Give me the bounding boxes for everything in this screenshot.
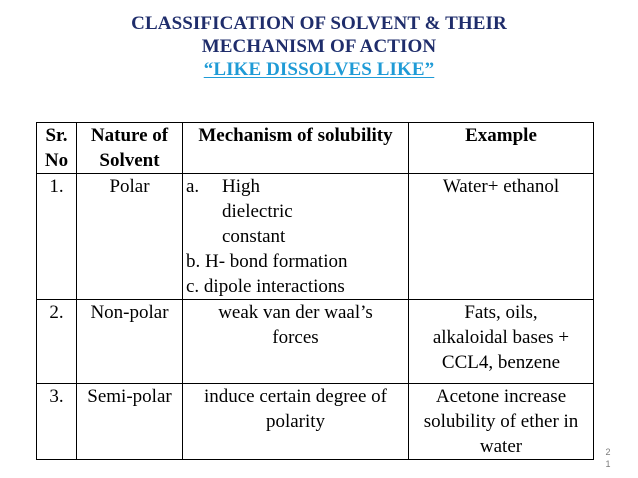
title-subtitle: “LIKE DISSOLVES LIKE” bbox=[203, 59, 435, 80]
row3-mechanism-line2: polarity bbox=[265, 411, 326, 432]
row1-mechanism-a bbox=[186, 174, 405, 199]
row2-mechanism-line1: weak van der waal’s bbox=[218, 302, 373, 323]
row2-mechanism bbox=[183, 300, 409, 384]
row1-nature: Polar bbox=[77, 174, 183, 300]
header-example: Example bbox=[409, 123, 594, 174]
table-row bbox=[37, 174, 594, 300]
row2-example-line3: CCL4, benzene bbox=[441, 352, 561, 373]
row1-mechanism-c: c. dipole interactions bbox=[186, 276, 345, 297]
row1-mechanism bbox=[183, 174, 409, 300]
header-nature-line1: Nature of bbox=[90, 125, 169, 146]
row3-mechanism bbox=[183, 384, 409, 460]
solvent-classification-table bbox=[36, 122, 594, 460]
row2-mechanism-line2: forces bbox=[272, 327, 319, 348]
row1-mechanism-a-label: a. bbox=[186, 176, 200, 197]
row1-example: Water+ ethanol bbox=[409, 174, 594, 300]
row3-sr: 3. bbox=[37, 384, 77, 460]
header-mechanism: Mechanism of solubility bbox=[183, 123, 409, 174]
row1-mechanism-b: b. H- bond formation bbox=[186, 251, 348, 272]
row3-mechanism-line1: induce certain degree of bbox=[203, 386, 388, 407]
table-header-row bbox=[37, 123, 594, 174]
slide-title bbox=[0, 12, 638, 81]
header-nature bbox=[77, 123, 183, 174]
page-number-digit2: 1 bbox=[605, 459, 611, 469]
row1-mechanism-a-line3: constant bbox=[222, 226, 286, 247]
row3-example-line2: solubility of ether in bbox=[423, 411, 579, 432]
page-number-digit1: 2 bbox=[605, 447, 611, 457]
header-sr-line1: Sr. bbox=[45, 125, 68, 146]
row3-example-line1: Acetone increase bbox=[435, 386, 567, 407]
title-line-2: MECHANISM OF ACTION bbox=[201, 36, 437, 57]
row3-nature: Semi-polar bbox=[77, 384, 183, 460]
row3-example bbox=[409, 384, 594, 460]
table-row bbox=[37, 300, 594, 384]
header-nature-line2: Solvent bbox=[99, 150, 160, 171]
header-sr-line2: No bbox=[44, 150, 69, 171]
row2-nature: Non-polar bbox=[77, 300, 183, 384]
row1-mechanism-a-line2: dielectric bbox=[222, 201, 293, 222]
row2-example-line2: alkaloidal bases + bbox=[432, 327, 570, 348]
row1-sr: 1. bbox=[37, 174, 77, 300]
row2-example bbox=[409, 300, 594, 384]
row1-mechanism-a-line1: High bbox=[222, 176, 260, 197]
header-sr-no bbox=[37, 123, 77, 174]
title-line-1: CLASSIFICATION OF SOLVENT & THEIR bbox=[131, 13, 507, 34]
table-row bbox=[37, 384, 594, 460]
row2-sr: 2. bbox=[37, 300, 77, 384]
page-number bbox=[604, 446, 612, 470]
row3-example-line3: water bbox=[479, 436, 523, 457]
row2-example-line1: Fats, oils, bbox=[464, 302, 538, 323]
